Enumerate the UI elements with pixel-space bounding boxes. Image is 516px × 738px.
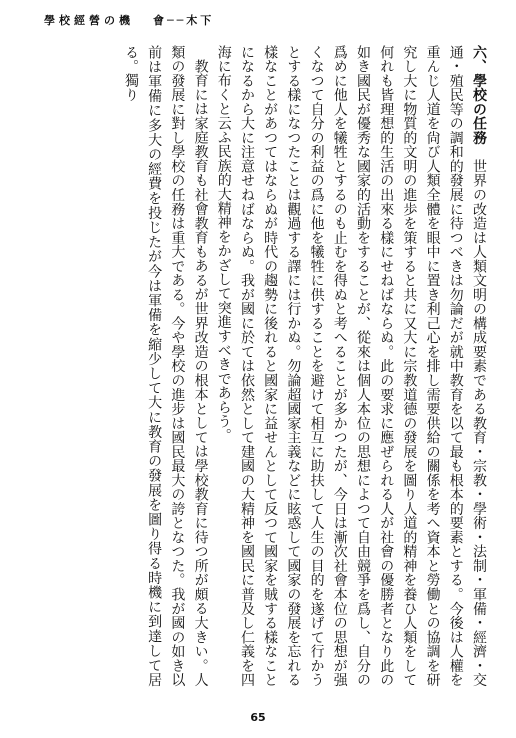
paragraph-2-text: 教育には家庭教育も社會教育もあるが世界改造の根本としては學校教育に待つ所が頗る大きい。人類の發展に對し學校の任務は重大である。今や學校の進步は國民最大の誇となつた。我が國の如き以前は軍備に多大の經費を投じたが今は軍備を縮少して大に教育の發展を圖り得る時機に到達して居る。獨り [122,45,209,687]
paragraph-2 [119,45,212,687]
page-number: 65 [250,711,266,724]
running-header-title: 學校經營の機 [44,14,134,27]
vertical-text-body [24,45,490,687]
running-header [0,14,516,34]
paragraph-1-text: 世界の改造は人類文明の構成要素である教育・宗教・學術・法制・軍備・經濟・交通・殖民等の調和的發展に待つべきは勿論だが就中教育を以て最も根本的要素とする。今後は人權を重んじ人道を尙び人類全體を眼中に置き利己心を排し需要供給の關係を考へ資本と勞働との協調を研究し大に物質的文明の進歩を策すると共に又大に宗教道德の發展を圖り人道的精神を養ひ人類をして何れも皆理想的生活の出來る樣にせねばならぬ。此の要求に應ぜられる人が社會の優勝者となり此の如き國民が優秀な國家的活動をすることが、從來は個人本位の思想によつて自由競爭を爲し、自分の爲めに他人を犧牲とするのも止むを得ぬと考へることが多かつたが、今日は漸次社會本位の思想が强くなつて自分の利益の爲に他を犧牲に供することを避けて相互に助扶して人生の目的を遂げて行かうとする樣になつたことは觀過する譯には行かぬ。勿論超國家主義などに眩惑して國家の發展を忘れる樣なことがあつてはならぬが時代の趨勢に後れると國家に益せんとして反つて國家を賊する樣なことになるから大に注意せねばならぬ。我が國に於ては依然として建國の大精神を國民に普及し仁義を四海に布くと云ふ民族的大精神をかざして突進すべきであらう。 [215,45,487,687]
running-header-author: 會──木下 [153,14,215,27]
paragraph-1 [212,45,490,687]
section-heading: 六、學校の任務 [471,45,487,145]
